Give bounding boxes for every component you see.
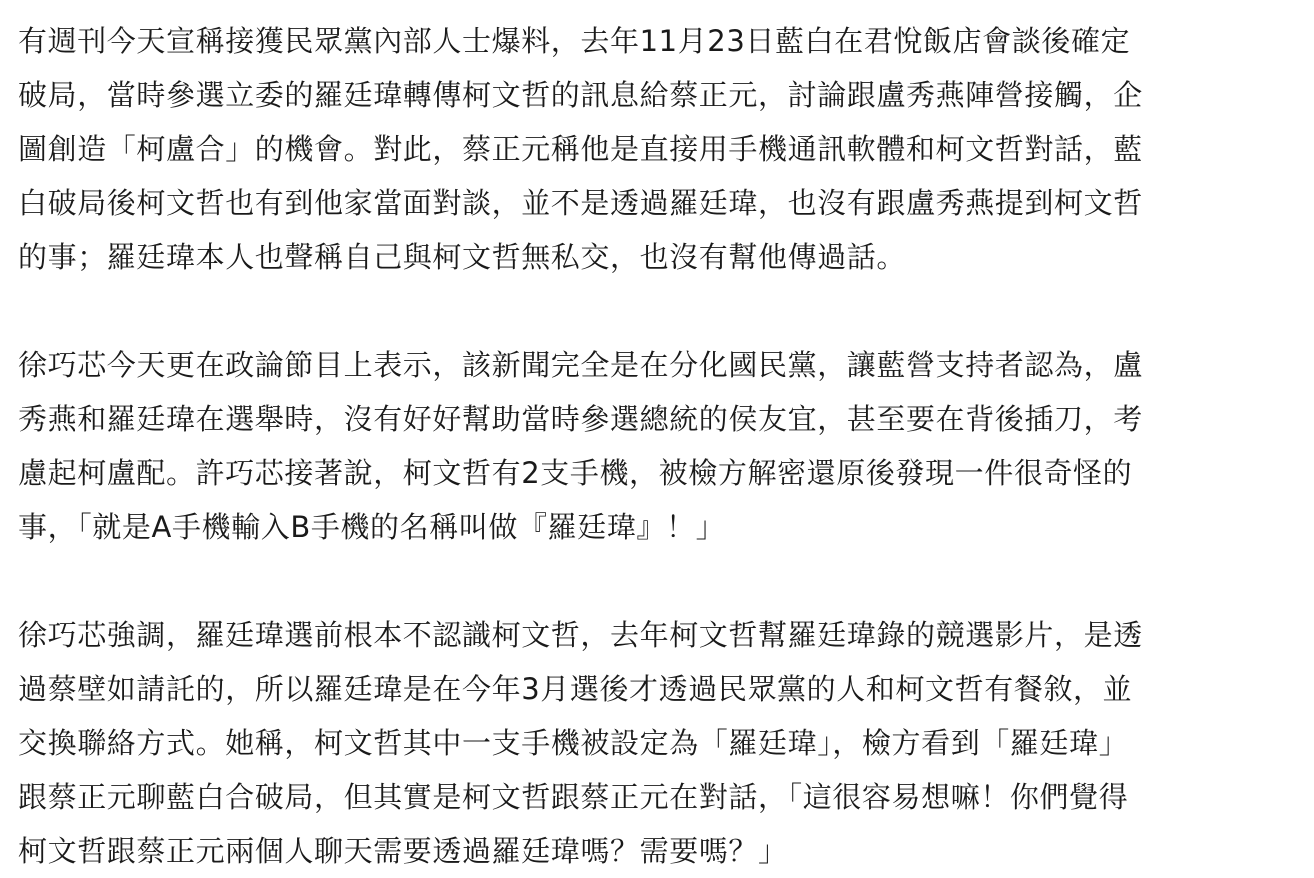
- paragraph-2: [18, 338, 1296, 554]
- text-line: 事，「就是A手機輸入B手機的名稱叫做『羅廷瑋』！」: [18, 510, 726, 544]
- text-line: 破局，當時參選立委的羅廷瑋轉傳柯文哲的訊息給蔡正元，討論跟盧秀燕陣營接觸，企: [18, 78, 1143, 112]
- text-line: 秀燕和羅廷瑋在選舉時，沒有好好幫助當時參選總統的侯友宜，甚至要在背後插刀，考: [18, 402, 1143, 436]
- text-line: 慮起柯盧配。許巧芯接著說，柯文哲有2支手機，被檢方解密還原後發現一件很奇怪的: [18, 456, 1133, 490]
- text-line: 徐巧芯今天更在政論節目上表示，該新聞完全是在分化國民黨，讓藍營支持者認為，盧: [18, 348, 1143, 382]
- text-line: 過蔡壁如請託的，所以羅廷瑋是在今年3月選後才透過民眾黨的人和柯文哲有餐敘，並: [18, 672, 1133, 706]
- text-line: 柯文哲跟蔡正元兩個人聊天需要透過羅廷瑋嗎？需要嗎？」: [18, 834, 788, 868]
- text-line: 圖創造「柯盧合」的機會。對此，蔡正元稱他是直接用手機通訊軟體和柯文哲對話，藍: [18, 132, 1143, 166]
- paragraph-3: [18, 608, 1296, 878]
- paragraph-spacer: [18, 554, 1296, 608]
- text-line: 白破局後柯文哲也有到他家當面對談，並不是透過羅廷瑋，也沒有跟盧秀燕提到柯文哲: [18, 186, 1143, 220]
- text-line: 跟蔡正元聊藍白合破局，但其實是柯文哲跟蔡正元在對話，「這很容易想嘛！你們覺得: [18, 780, 1129, 814]
- text-line: 交換聯絡方式。她稱，柯文哲其中一支手機被設定為「羅廷瑋」，檢方看到「羅廷瑋」: [18, 726, 1129, 760]
- paragraph-spacer: [18, 284, 1296, 338]
- text-line: 的事；羅廷瑋本人也聲稱自己與柯文哲無私交，也沒有幫他傳過話。: [18, 240, 907, 274]
- text-line: 有週刊今天宣稱接獲民眾黨內部人士爆料，去年11月23日藍白在君悅飯店會談後確定: [18, 24, 1131, 58]
- text-line: 徐巧芯強調，羅廷瑋選前根本不認識柯文哲，去年柯文哲幫羅廷瑋錄的競選影片，是透: [18, 618, 1143, 652]
- paragraph-1: [18, 14, 1296, 284]
